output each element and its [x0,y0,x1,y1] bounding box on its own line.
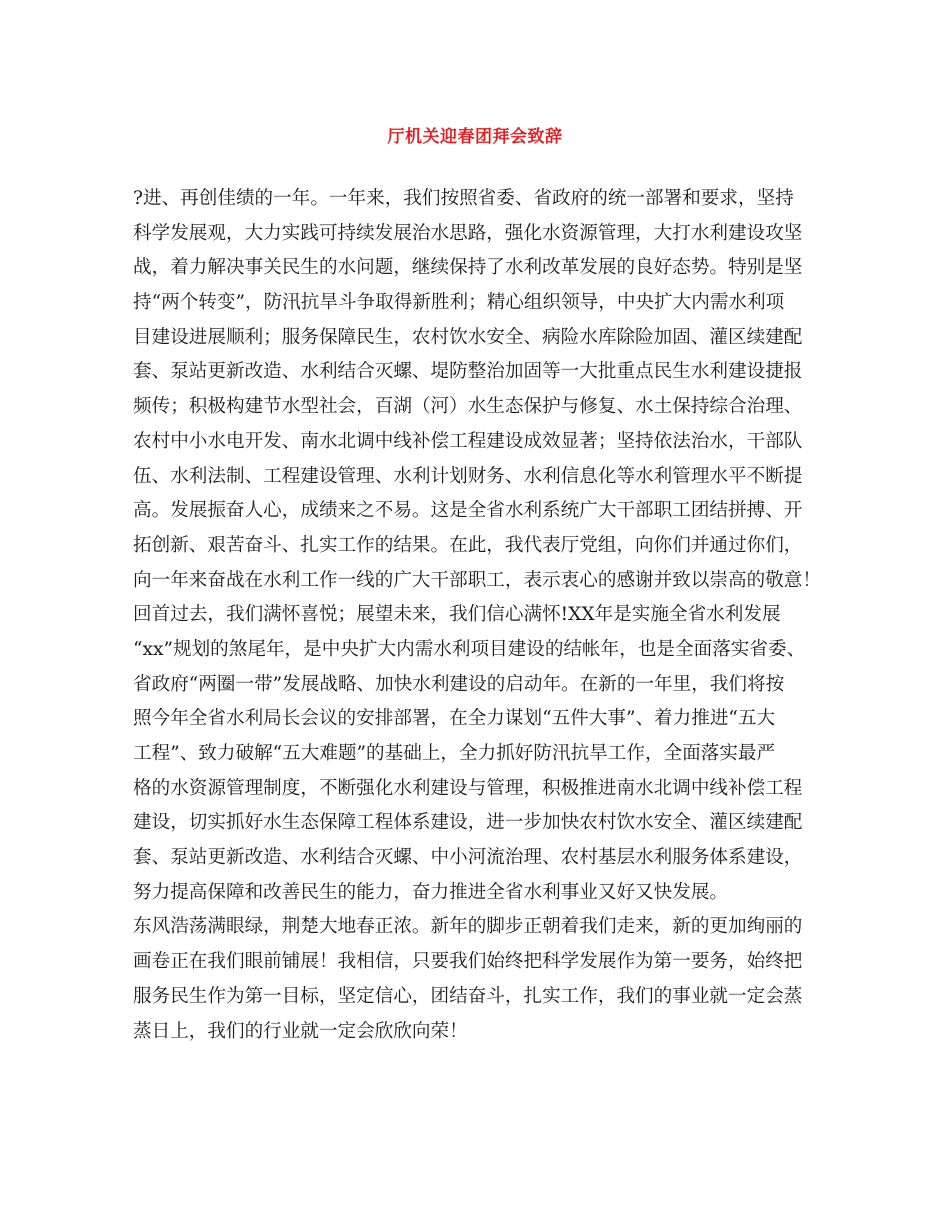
body-line: 农村中小水电开发、南水北调中线补偿工程建设成效显著；坚持依法治水，干部队 [133,430,803,452]
body-line: ?进、再创佳绩的一年。一年来，我们按照省委、省政府的统一部署和要求，坚持 [133,188,794,209]
body-line: “xx”规划的煞尾年，是中央扩大内需水利项目建设的结帐年，也是全面落实省委、 [133,638,806,660]
body-line: 省政府“两圈一带”发展战略、加快水利建设的启动年。在新的一年里，我们将按 [133,673,785,695]
body-line: 频传；积极构建节水型社会，百湖（河）水生态保护与修复、水土保持综合治理、 [133,396,803,418]
body-line: 套、泵站更新改造、水利结合灭螺、堤防整治加固等一大批重点民生水利建设捷报 [133,361,803,383]
body-line: 向一年来奋战在水利工作一线的广大干部职工，表示衷心的感谢并致以崇高的敬意！ [133,569,821,591]
body-line: 建设，切实抓好水生态保障工程体系建设，进一步加快农村饮水安全、灌区续建配 [133,812,803,834]
body-line: 工程”、致力破解“五大难题”的基础上，全力抓好防汛抗旱工作，全面落实最严 [133,743,776,764]
body-line: 拓创新、艰苦奋斗、扎实工作的结果。在此，我代表厅党组，向你们并通过你们， [133,534,803,556]
body-line: 战，着力解决事关民生的水问题，继续保持了水利改革发展的良好态势。特别是坚 [133,257,803,279]
body-line: 持“两个转变”，防汛抗旱斗争取得新胜利；精心组织领导，中央扩大内需水利项 [133,292,785,314]
document-title: 厅机关迎春团拜会致辞 [387,127,563,147]
body-line: 回首过去，我们满怀喜悦；展望未来，我们信心满怀!XX年是实施全省水利发展 [133,604,781,626]
body-line: 格的水资源管理制度，不断强化水利建设与管理，积极推进南水北调中线补偿工程 [133,777,803,799]
body-line: 套、泵站更新改造、水利结合灭螺、中小河流治理、农村基层水利服务体系建设， [133,847,803,869]
body-line: 目建设进展顺利；服务保障民生，农村饮水安全、病险水库除险加固、灌区续建配 [133,326,803,348]
body-line: 照今年全省水利局长会议的安排部署，在全力谋划“五件大事”、着力推进“五大 [133,708,776,730]
body-line: 画卷正在我们眼前铺展！我相信，只要我们始终把科学发展作为第一要务，始终把 [133,951,803,973]
body-line: 服务民生作为第一目标，坚定信心，团结奋斗，扎实工作，我们的事业就一定会蒸 [133,985,803,1007]
body-line: 东风浩荡满眼绿，荆楚大地春正浓。新年的脚步正朝着我们走来，新的更加绚丽的 [133,916,803,938]
document-body [133,182,823,1049]
body-line: 科学发展观，大力实践可持续发展治水思路，强化水资源管理，大打水利建设攻坚 [133,222,803,244]
body-line: 高。发展振奋人心，成绩来之不易。这是全省水利系统广大干部职工团结拼搏、开 [133,500,803,522]
body-line: 努力提高保障和改善民生的能力，奋力推进全省水利事业又好又快发展。 [133,881,729,903]
body-line: 蒸日上，我们的行业就一定会欣欣向荣！ [133,1020,468,1042]
body-line: 伍、水利法制、工程建设管理、水利计划财务、水利信息化等水利管理水平不断提 [133,465,803,487]
